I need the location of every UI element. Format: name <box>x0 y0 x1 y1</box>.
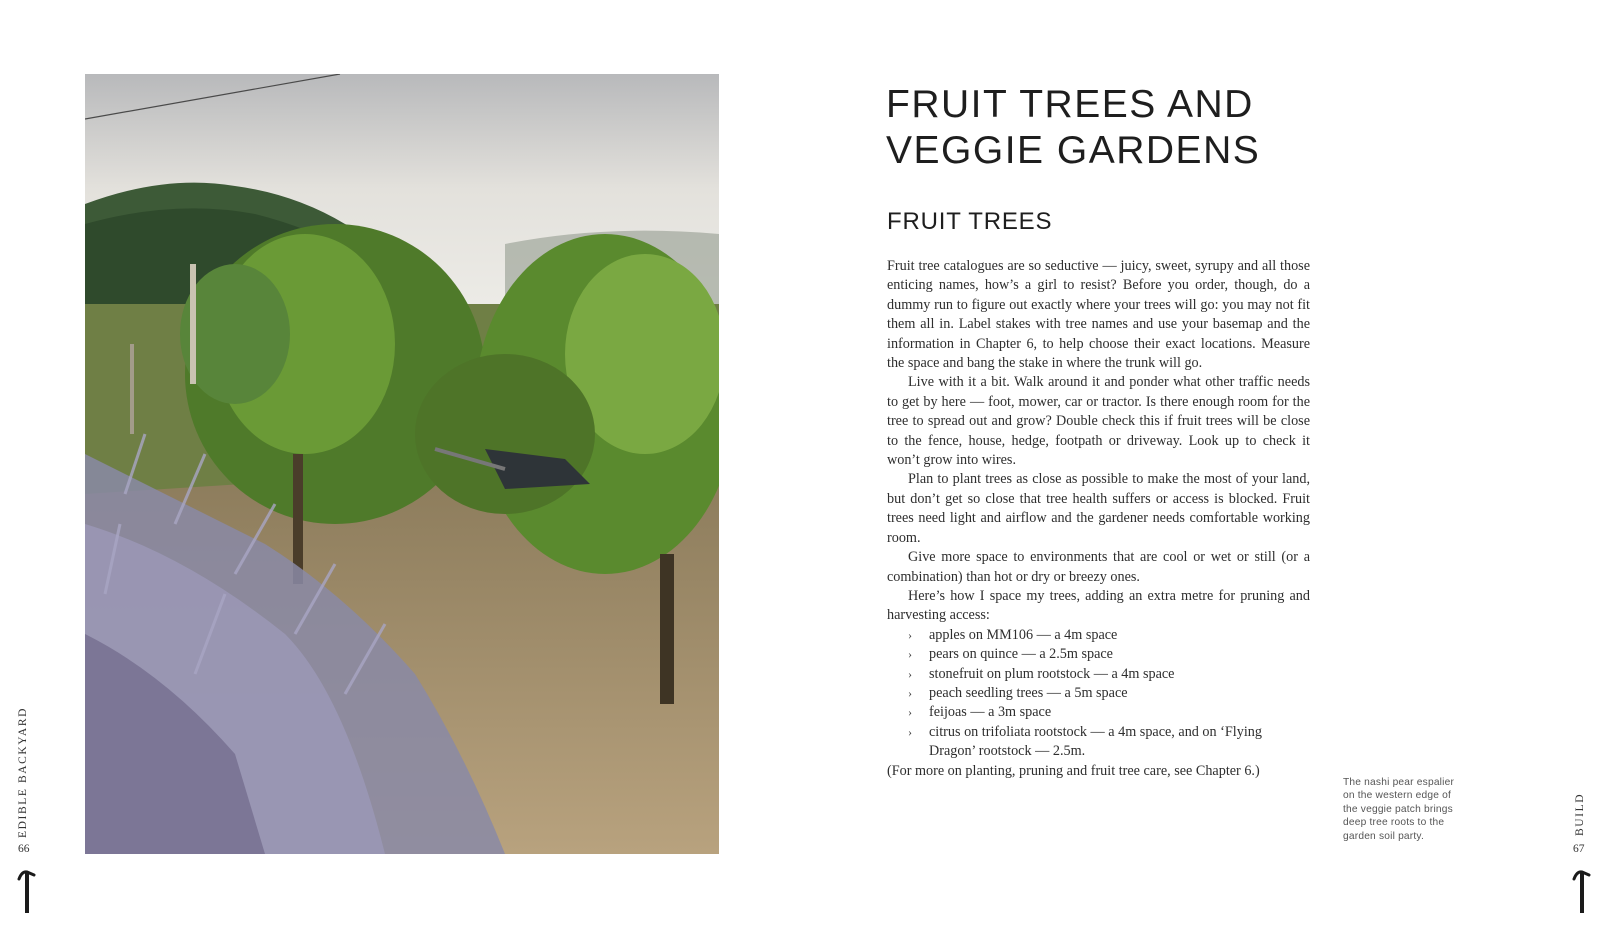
garden-photo-illustration <box>85 74 719 854</box>
list-item <box>908 665 1310 684</box>
chapter-title <box>886 82 1446 174</box>
chapter-title-line-2: VEGGIE GARDENS <box>886 129 1261 172</box>
paragraph: Live with it a bit. Walk around it and ponder what other traffic needs to get by here — foot, mower, car or tractor. Is there enough room for the tree to spread out and grow? Double check this if fruit trees will be close to the fence, house, hedge, footpath or driveway. Look up to check it won’t grow into wires. <box>887 374 1310 469</box>
list-item-text: citrus on trifoliata rootstock — a 4m space, and on ‘Flying Dragon’ rootstock — 2.5m. <box>929 723 1262 760</box>
hook-icon <box>1571 869 1593 915</box>
list-item <box>908 645 1310 664</box>
chapter-title-line-1: FRUIT TREES AND <box>886 83 1254 126</box>
bullet-icon: › <box>908 647 912 662</box>
bullet-icon: › <box>908 724 912 739</box>
list-item <box>908 703 1310 722</box>
list-item-text: apples on MM106 — a 4m space <box>929 626 1118 643</box>
garden-photo <box>85 74 719 854</box>
hook-icon <box>16 869 38 915</box>
list-item-text: feijoas — a 3m space <box>929 704 1052 721</box>
list-item <box>908 626 1310 645</box>
section-heading: FRUIT TREES <box>887 208 1053 235</box>
list-item-text: pears on quince — a 2.5m space <box>929 646 1113 663</box>
running-head-right: BUILD <box>1574 792 1586 836</box>
bullet-icon: › <box>908 705 912 720</box>
running-head-left: EDIBLE BACKYARD <box>17 706 29 838</box>
paragraph: Fruit tree catalogues are so seductive — juicy, sweet, syrupy and all those enticing names, how’s a girl to resist? Before you order, though, do a dummy run to figure out exactly where your trees will go: you may not fit them all in. Label stakes with tree names and use your basemap and the information in Chapter 6, to help choose their exact locations. Measure the space and bang the stake in where the trunk will go. <box>887 258 1310 372</box>
photo-caption: The nashi pear espalier on the western edge of the veggie patch brings deep tree roots to the garden soil party. <box>1343 777 1455 842</box>
list-item-text: peach seedling trees — a 5m space <box>929 684 1128 701</box>
paragraph: Plan to plant trees as close as possible to make the most of your land, but don’t get so close that tree health suffers or access is blocked. Fruit trees need light and airflow and the gardener needs comfortable working room. <box>887 471 1310 546</box>
page-number-left: 66 <box>18 843 30 855</box>
paragraph: Here’s how I space my trees, adding an extra metre for pruning and harvesting access: <box>887 587 1310 624</box>
paragraph: Give more space to environments that are cool or wet or still (or a combination) than hot or dry or breezy ones. <box>887 549 1310 585</box>
body-text <box>887 257 1310 781</box>
page-number-right: 67 <box>1573 843 1585 855</box>
bullet-icon: › <box>908 666 912 681</box>
tree-spacing-list <box>887 626 1310 762</box>
bullet-icon: › <box>908 627 912 642</box>
list-item <box>908 723 1310 762</box>
list-item-text: stonefruit on plum rootstock — a 4m space <box>929 665 1175 682</box>
bullet-icon: › <box>908 685 912 700</box>
list-item <box>908 684 1310 703</box>
closing-note: (For more on planting, pruning and fruit tree care, see Chapter 6.) <box>887 762 1260 779</box>
